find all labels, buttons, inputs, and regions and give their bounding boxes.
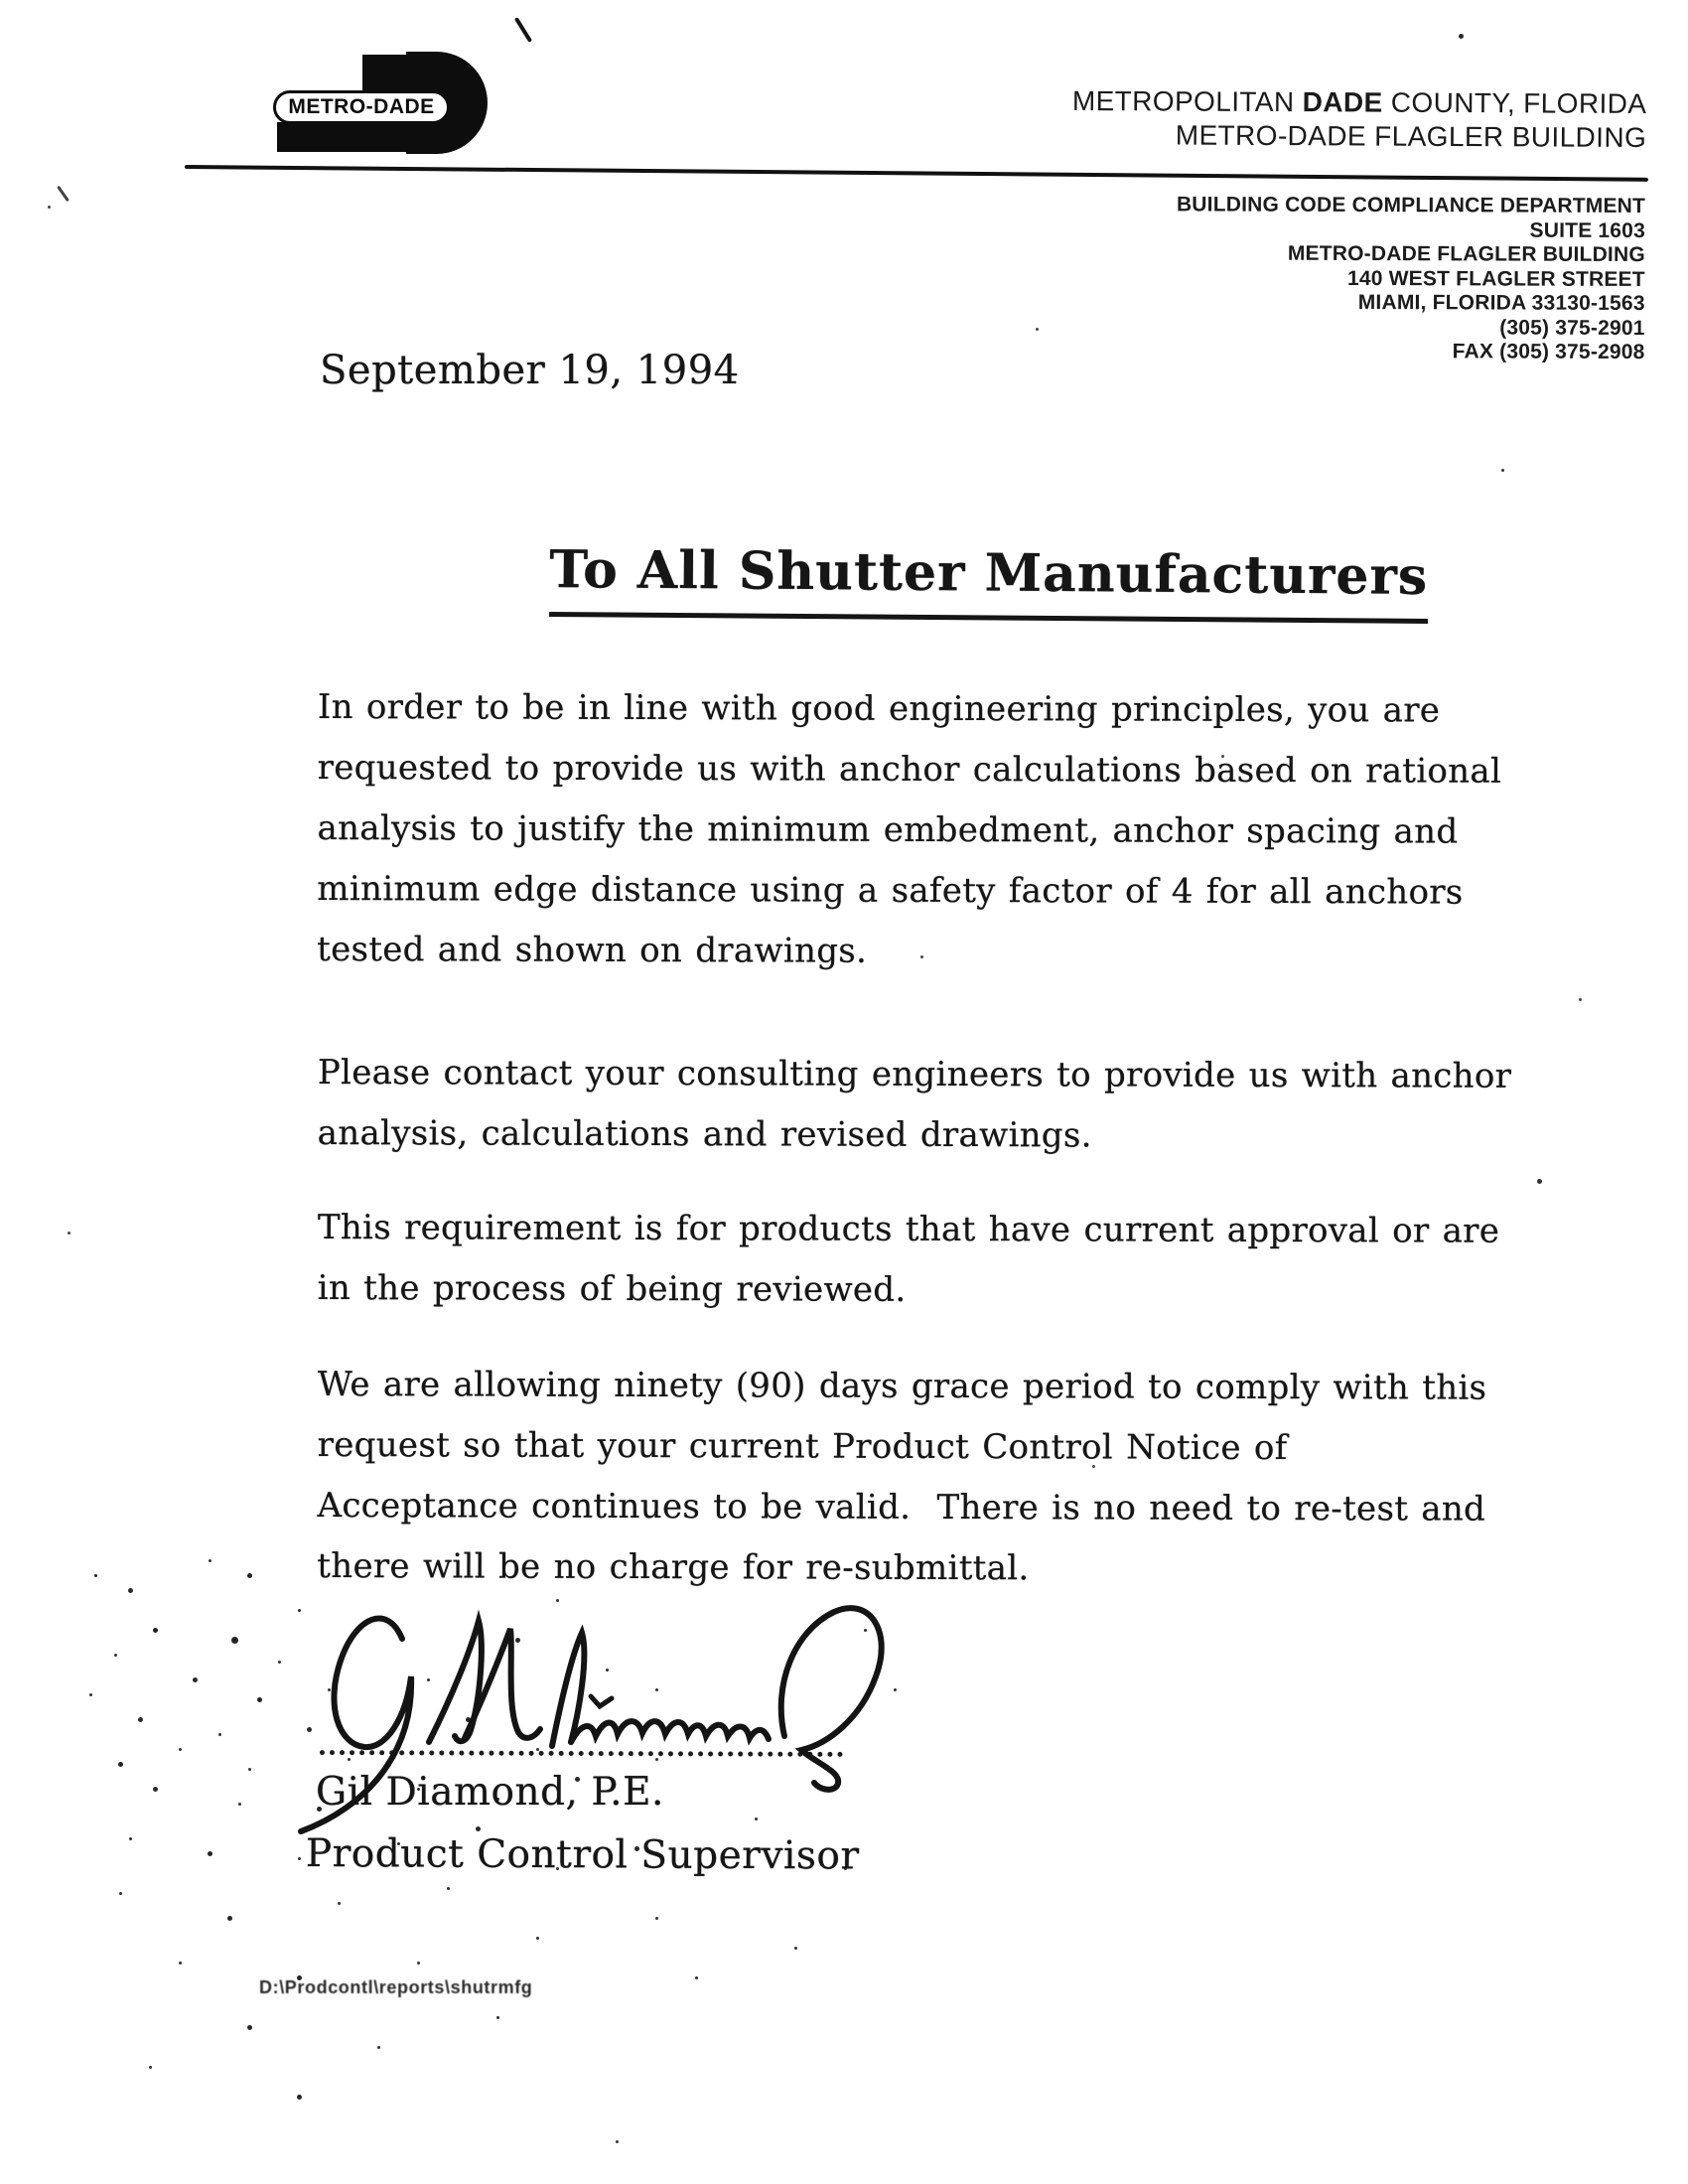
paragraph-1 (317, 677, 1501, 984)
department-address (1176, 193, 1645, 364)
address-line: BUILDING CODE COMPLIANCE DEPARTMENT (1176, 193, 1645, 218)
org-line1-pre: METROPOLITAN (1071, 84, 1303, 118)
paragraph-line: there will be no charge for re-submittal. (317, 1545, 1030, 1589)
paragraph-2 (318, 1043, 1512, 1168)
org-line-1 (1071, 84, 1646, 121)
file-path-note: D:\Prodcontl\reports\shutrmfg (259, 1977, 533, 1997)
paragraph-line: In order to be in line with good engineering principles, you are (317, 686, 1441, 731)
paragraph-line: We are allowing ninety (90) days grace period to comply with this (317, 1365, 1487, 1408)
paragraph-line: This requirement is for products that have current approval or are (317, 1208, 1500, 1251)
scan-mark-top (514, 17, 532, 43)
letter-date: September 19, 1994 (320, 348, 740, 393)
paragraph-line: analysis, calculations and revised drawings. (317, 1112, 1092, 1156)
paragraph-line: request so that your current Product Control Notice of (317, 1424, 1288, 1469)
letterhead-rule (185, 165, 1648, 182)
org-line-2: METRO-DADE FLAGLER BUILDING (1175, 119, 1646, 153)
org-line1-bold: DADE (1302, 86, 1383, 118)
letter-title: To All Shutter Manufacturers (549, 539, 1428, 624)
paragraph-line: minimum edge distance using a safety factor of 4 for all anchors (317, 868, 1464, 913)
paragraph-line: in the process of being reviewed. (317, 1267, 907, 1310)
paragraph-3 (318, 1198, 1500, 1323)
printed-name: Gil Diamond, P.E. (316, 1770, 664, 1815)
address-line: SUITE 1603 (1529, 218, 1645, 242)
paragraph-line: Acceptance continues to be valid. There is no need to re-test and (317, 1485, 1486, 1529)
paragraph-line: requested to provide us with anchor calculations based on rational (317, 747, 1502, 792)
address-line: FAX (305) 375-2908 (1452, 340, 1645, 364)
address-line: METRO-DADE FLAGLER BUILDING (1287, 241, 1645, 266)
scan-mark-left (57, 186, 70, 202)
printed-title: Product Control Supervisor (305, 1831, 860, 1879)
scan-noise-speckles (0, 0, 3, 3)
paragraph-line: Please contact your consulting engineers to provide us with anchor (317, 1053, 1512, 1096)
address-line: MIAMI, FLORIDA 33130-1563 (1357, 290, 1645, 315)
logo-wordmark: METRO-DADE (273, 90, 450, 124)
org-line1-post: COUNTY, FLORIDA (1382, 86, 1646, 119)
address-line: 140 WEST FLAGLER STREET (1346, 266, 1645, 291)
logo-d-bar (277, 122, 408, 152)
paragraph-line: analysis to justify the minimum embedment, anchor spacing and (317, 807, 1459, 852)
paragraph-line: tested and shown on drawings. (317, 929, 868, 971)
metro-dade-logo (275, 52, 490, 155)
organization-name (1071, 84, 1646, 155)
address-line: (305) 375-2901 (1499, 315, 1645, 340)
